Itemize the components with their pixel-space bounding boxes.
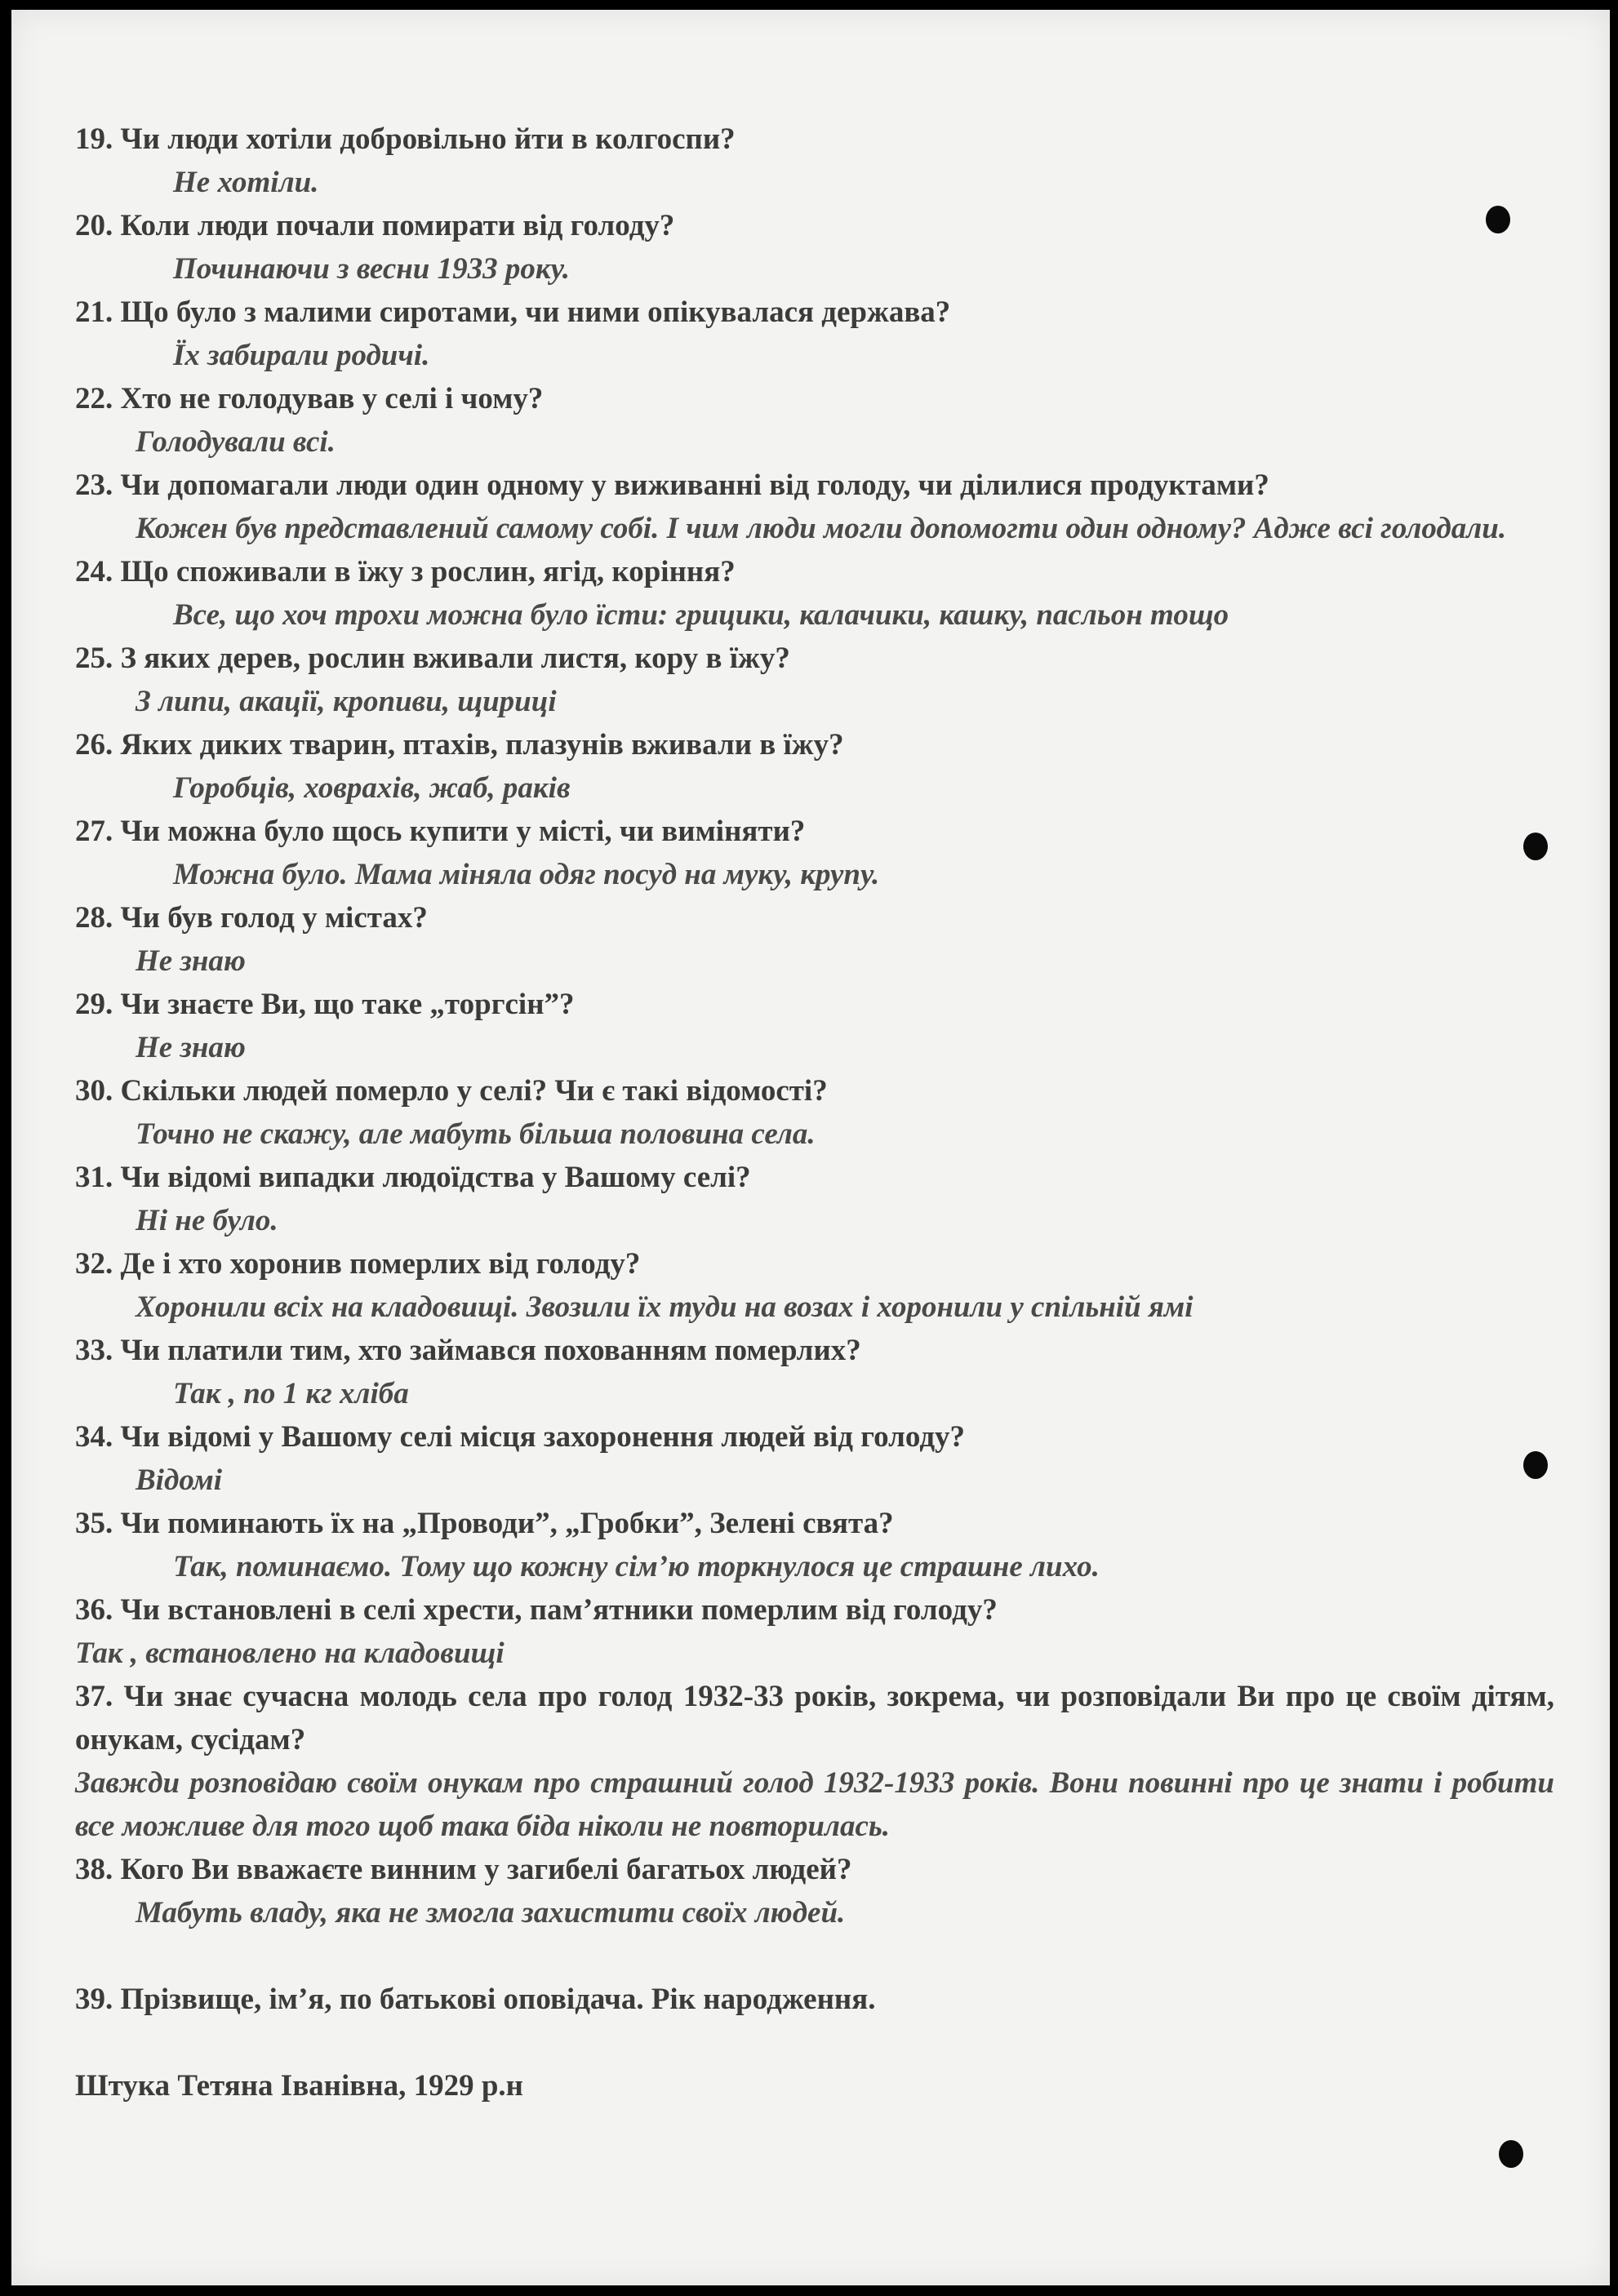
question-text: 21. Що було з малими сиротами, чи ними опікувалася держава? [75, 295, 951, 329]
answer-text: Їх забирали родичі. [173, 339, 430, 372]
question-text: 26. Яких диких тварин, птахів, плазунів вживали в їжу? [75, 728, 844, 762]
qa-item [75, 723, 1554, 810]
question-text: 32. Де і хто хоронив померлих від голоду? [75, 1247, 641, 1281]
qa-item [75, 550, 1554, 637]
qa-item [75, 1329, 1554, 1415]
question-text: 27. Чи можна було щось купити у місті, чи виміняти? [75, 815, 806, 848]
question-text: 34. Чи відомі у Вашому селі місця захоронення людей від голоду? [75, 1420, 966, 1454]
question-list [75, 118, 1554, 1934]
answer-text: Завжди розповідаю своїм онукам про страшний голод 1932-1933 років. Вони повинні про це знати і робити все можливе для того щоб така біда ніколи не повторилась. [75, 1766, 1554, 1843]
question-text: 25. З яких дерев, рослин вживали листя, кору в їжу? [75, 642, 790, 675]
answer-text: Кожен був представлений самому собі. І чим люди могли допомогти один одному? Адже всі голодали. [136, 512, 1507, 545]
question-39: 39. Прізвище, ім’я, по батькові оповідача. Рік народження. [75, 1983, 876, 2016]
question-text: 19. Чи люди хотіли добровільно йти в колгоспи? [75, 122, 736, 156]
answer-text: Голодували всі. [136, 425, 336, 459]
qa-item [75, 1848, 1554, 1934]
question-text: 23. Чи допомагали люди один одному у виживанні від голоду, чи ділилися продуктами? [75, 469, 1269, 502]
qa-item [75, 118, 1554, 204]
answer-text: Так , встановлено на кладовищі [75, 1637, 505, 1670]
answer-text: Точно не скажу, але мабуть більша половина села. [136, 1117, 816, 1151]
answer-text: Мабуть владу, яка не змогла захистити своїх людей. [136, 1896, 846, 1930]
answer-text: Так , по 1 кг хліба [173, 1377, 409, 1410]
answer-text: Не знаю [136, 944, 246, 978]
qa-item [75, 204, 1554, 291]
qa-item [75, 291, 1554, 377]
answer-text: Все, що хоч трохи можна було їсти: грицики, калачики, кашку, пасльон тощо [173, 598, 1229, 632]
narrator-name: Штука Тетяна Іванівна, 1929 р.н [75, 2069, 523, 2103]
answer-text: Не хотіли. [173, 166, 319, 199]
answer-text: Горобців, ховрахів, жаб, раків [173, 771, 571, 805]
qa-item [75, 1588, 1554, 1675]
question-text: 20. Коли люди почали помирати від голоду? [75, 209, 675, 242]
qa-item [75, 1069, 1554, 1156]
qa-item [75, 464, 1554, 550]
spacer [75, 2021, 1554, 2064]
question-text: 38. Кого Ви вважаєте винним у загибелі багатьох людей? [75, 1853, 852, 1886]
qa-item [75, 983, 1554, 1069]
qa-item [75, 1242, 1554, 1329]
question-text: 35. Чи поминають їх на „Проводи”, „Гробки”, Зелені свята? [75, 1507, 894, 1540]
question-text: 29. Чи знаєте Ви, що таке „торгсін”? [75, 988, 575, 1021]
question-text: 22. Хто не голодував у селі і чому? [75, 382, 544, 415]
question-text: 28. Чи був голод у містах? [75, 901, 428, 935]
punch-hole [1499, 2140, 1523, 2168]
qa-item [75, 377, 1554, 464]
question-text: 33. Чи платили тим, хто займався похованням померлих? [75, 1334, 861, 1367]
answer-text: Не знаю [136, 1031, 246, 1064]
answer-text: Так, поминаємо. Тому що кожну сім’ю торкнулося це страшне лихо. [173, 1550, 1100, 1583]
question-text: 30. Скільки людей померло у селі? Чи є такі відомості? [75, 1074, 828, 1108]
qa-item [75, 637, 1554, 723]
qa-item [75, 1675, 1554, 1848]
question-text: 36. Чи встановлені в селі хрести, пам’ятники померлим від голоду? [75, 1593, 998, 1627]
answer-text: Відомі [136, 1463, 223, 1497]
answer-text: Ні не було. [136, 1204, 278, 1237]
qa-item [75, 1502, 1554, 1588]
question-text: 37. Чи знає сучасна молодь села про голод 1932-33 років, зокрема, чи розповідали Ви про це своїм дітям, онукам, сусідам? [75, 1680, 1554, 1756]
answer-text: З липи, акації, кропиви, щириці [136, 685, 557, 718]
questionnaire [75, 118, 1554, 2107]
paper-sheet [11, 10, 1610, 2285]
answer-text: Можна було. Мама міняла одяг посуд на муку, крупу. [173, 858, 880, 891]
question-text: 31. Чи відомі випадки людоїдства у Вашому селі? [75, 1161, 751, 1194]
qa-item [75, 1156, 1554, 1242]
qa-item [75, 896, 1554, 983]
qa-item [75, 810, 1554, 896]
spacer [75, 1934, 1554, 1978]
question-text: 24. Що споживали в їжу з рослин, ягід, коріння? [75, 555, 736, 588]
answer-text: Хоронили всіх на кладовищі. Звозили їх туди на возах і хоронили у спільній ямі [136, 1290, 1193, 1324]
qa-item [75, 1415, 1554, 1502]
answer-text: Починаючи з весни 1933 року. [173, 252, 570, 286]
